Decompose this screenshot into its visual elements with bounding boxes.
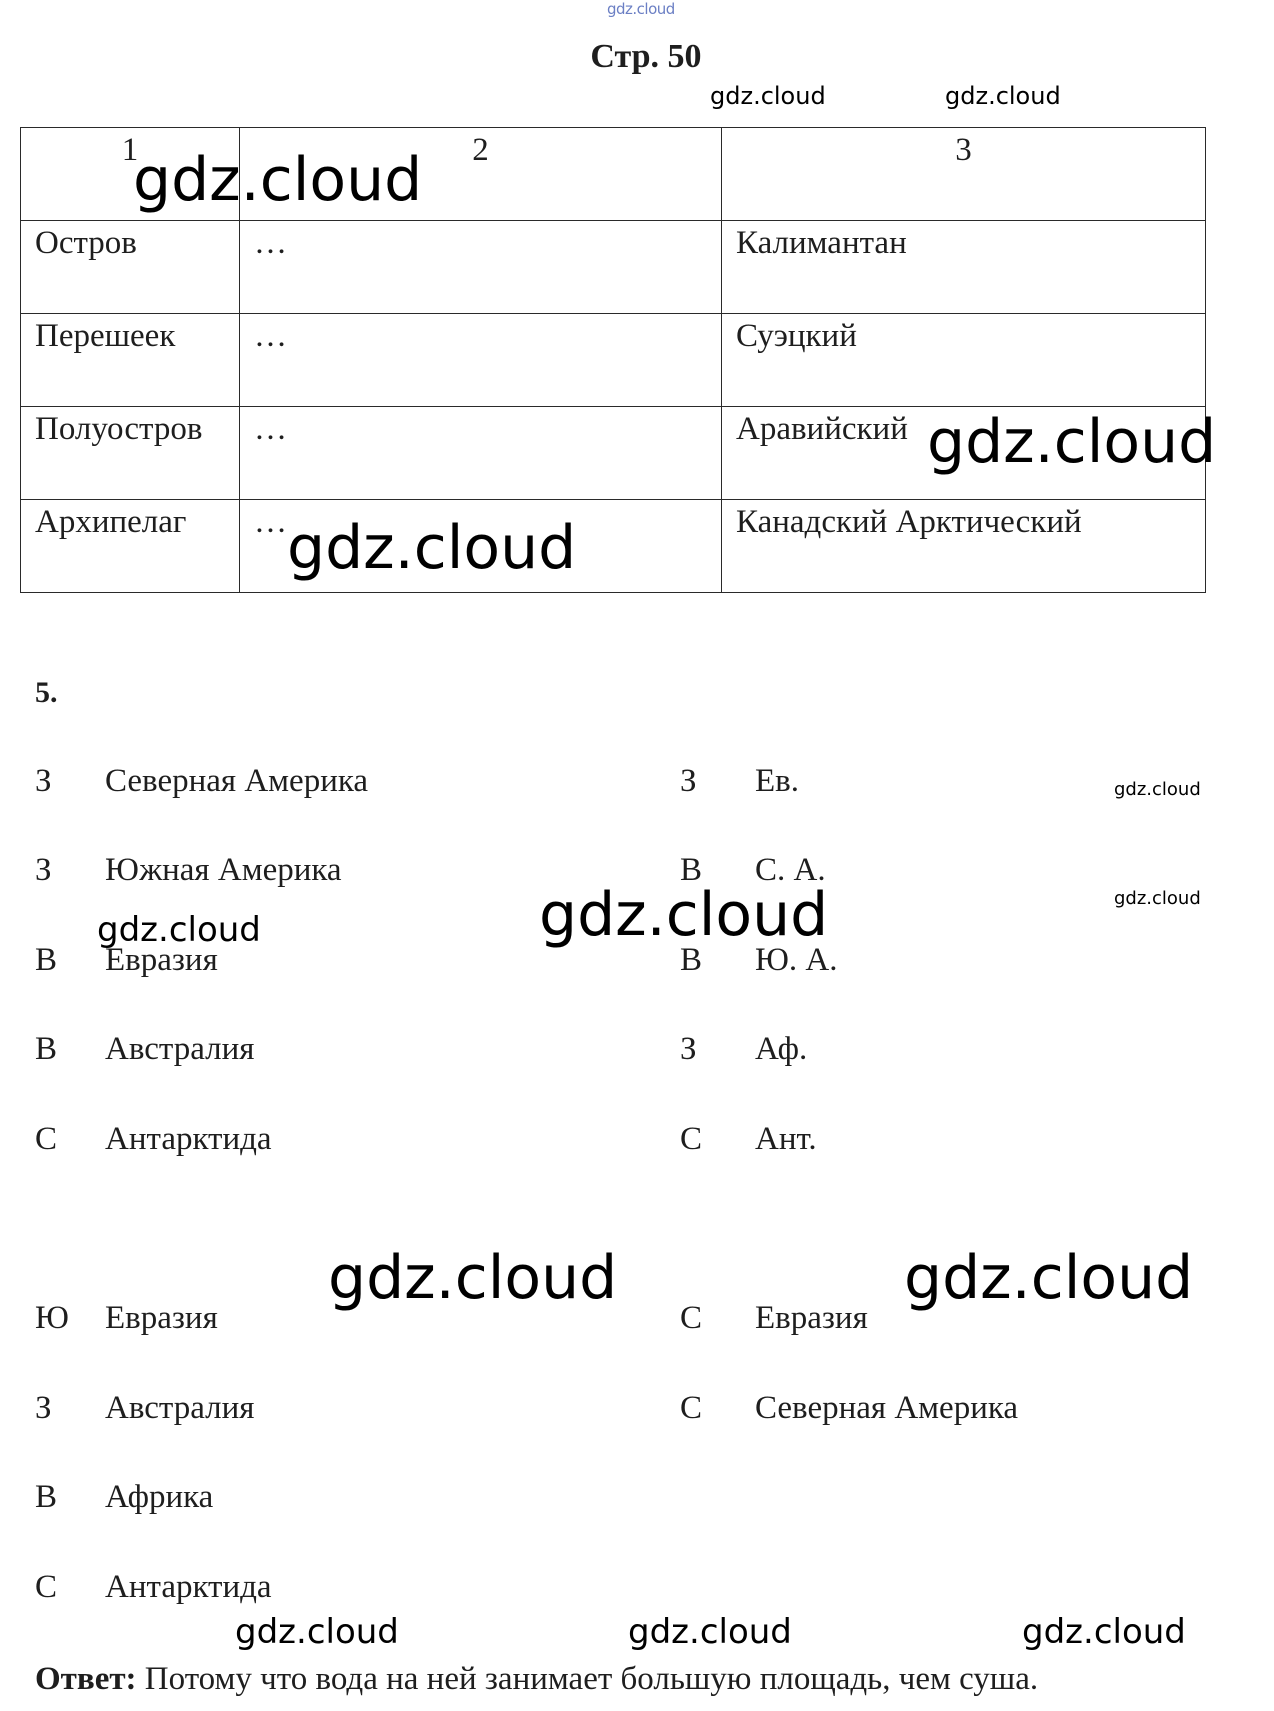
example-cell: Суэцкий (722, 314, 1206, 407)
example-cell: Аравийский (722, 407, 1206, 500)
answer (35, 1663, 1038, 1696)
watermark: gdz.cloud (235, 1612, 399, 1652)
continent-name: Евразия (105, 1300, 218, 1336)
table-row (21, 314, 1206, 407)
term-cell: Архипелаг (21, 500, 240, 593)
list-item (35, 1123, 272, 1156)
continent-name: Ев. (755, 763, 799, 799)
watermark: gdz.cloud (539, 880, 829, 950)
continent-name: Евразия (755, 1300, 868, 1336)
watermark: gdz.cloud (133, 145, 423, 215)
continent-name: Ю. А. (755, 942, 838, 978)
watermark: gdz.cloud (97, 910, 261, 950)
continent-name: Евразия (105, 942, 218, 978)
example-cell: Канадский Арктический (722, 500, 1206, 593)
continent-name: Антарктида (105, 1121, 272, 1157)
list-item (35, 854, 342, 887)
table-row (21, 500, 1206, 593)
value-cell: … (240, 221, 722, 314)
direction-label: З (680, 1031, 697, 1067)
continent-name: С. А. (755, 852, 826, 888)
direction-label: Ю (35, 1300, 69, 1336)
answer-text: Потому что вода на ней занимает большую площадь, чем суша. (136, 1661, 1039, 1697)
list-item (680, 1302, 868, 1335)
continent-name: Северная Америка (755, 1390, 1019, 1426)
list-item (680, 1123, 817, 1156)
continent-name: Южная Америка (105, 852, 342, 888)
table-row (21, 221, 1206, 314)
term-cell: Полуостров (21, 407, 240, 500)
term-cell: Перешеек (21, 314, 240, 407)
direction-label: В (680, 942, 703, 978)
continent-name: Северная Америка (105, 763, 369, 799)
continent-name: Аф. (755, 1031, 808, 1067)
direction-label: С (680, 1300, 703, 1336)
watermark: gdz.cloud (904, 1243, 1194, 1313)
watermark: gdz.cloud (927, 407, 1217, 477)
page-title: Стр. 50 (590, 38, 702, 75)
watermark: gdz.cloud (628, 1612, 792, 1652)
answer-label: Ответ: (35, 1661, 137, 1697)
watermark: gdz.cloud (1114, 888, 1201, 909)
direction-label: В (35, 1479, 58, 1515)
value-cell: … (240, 314, 722, 407)
direction-label: С (680, 1121, 703, 1157)
continent-name: Австралия (105, 1031, 255, 1067)
watermark: gdz.cloud (1022, 1612, 1186, 1652)
continent-name: Ант. (755, 1121, 817, 1157)
watermark: gdz.cloud (710, 82, 826, 110)
list-item (680, 1392, 1018, 1425)
watermark: gdz.cloud (287, 513, 577, 583)
list-item (35, 1302, 218, 1335)
section-number: 5. (35, 676, 58, 709)
table-header-cell: 3 (722, 128, 1206, 221)
list-item (35, 1033, 254, 1066)
list-item (35, 1481, 213, 1514)
watermark: gdz.cloud (1114, 779, 1201, 800)
watermark: gdz.cloud (945, 82, 1061, 110)
direction-label: З (35, 763, 52, 799)
direction-label: З (35, 852, 52, 888)
list-item (680, 765, 799, 798)
continent-name: Антарктида (105, 1569, 272, 1605)
watermark: gdz.cloud (607, 0, 675, 18)
example-cell: Калимантан (722, 221, 1206, 314)
value-cell: … (240, 500, 722, 593)
list-item (680, 1033, 807, 1066)
direction-label: С (35, 1121, 58, 1157)
term-cell: Остров (21, 221, 240, 314)
direction-label: С (680, 1390, 703, 1426)
table-header-cell: 1 (21, 128, 240, 221)
direction-label: В (35, 1031, 58, 1067)
table-header-cell: 2 (240, 128, 722, 221)
continent-name: Австралия (105, 1390, 255, 1426)
direction-label: С (35, 1569, 58, 1605)
list-item (35, 1392, 254, 1425)
watermark: gdz.cloud (328, 1243, 618, 1313)
direction-label: З (680, 763, 697, 799)
value-cell: … (240, 407, 722, 500)
direction-label: В (680, 852, 703, 888)
list-item (35, 765, 368, 798)
continent-name: Африка (105, 1479, 214, 1515)
direction-label: З (35, 1390, 52, 1426)
direction-label: В (35, 942, 58, 978)
list-item (35, 1571, 272, 1604)
